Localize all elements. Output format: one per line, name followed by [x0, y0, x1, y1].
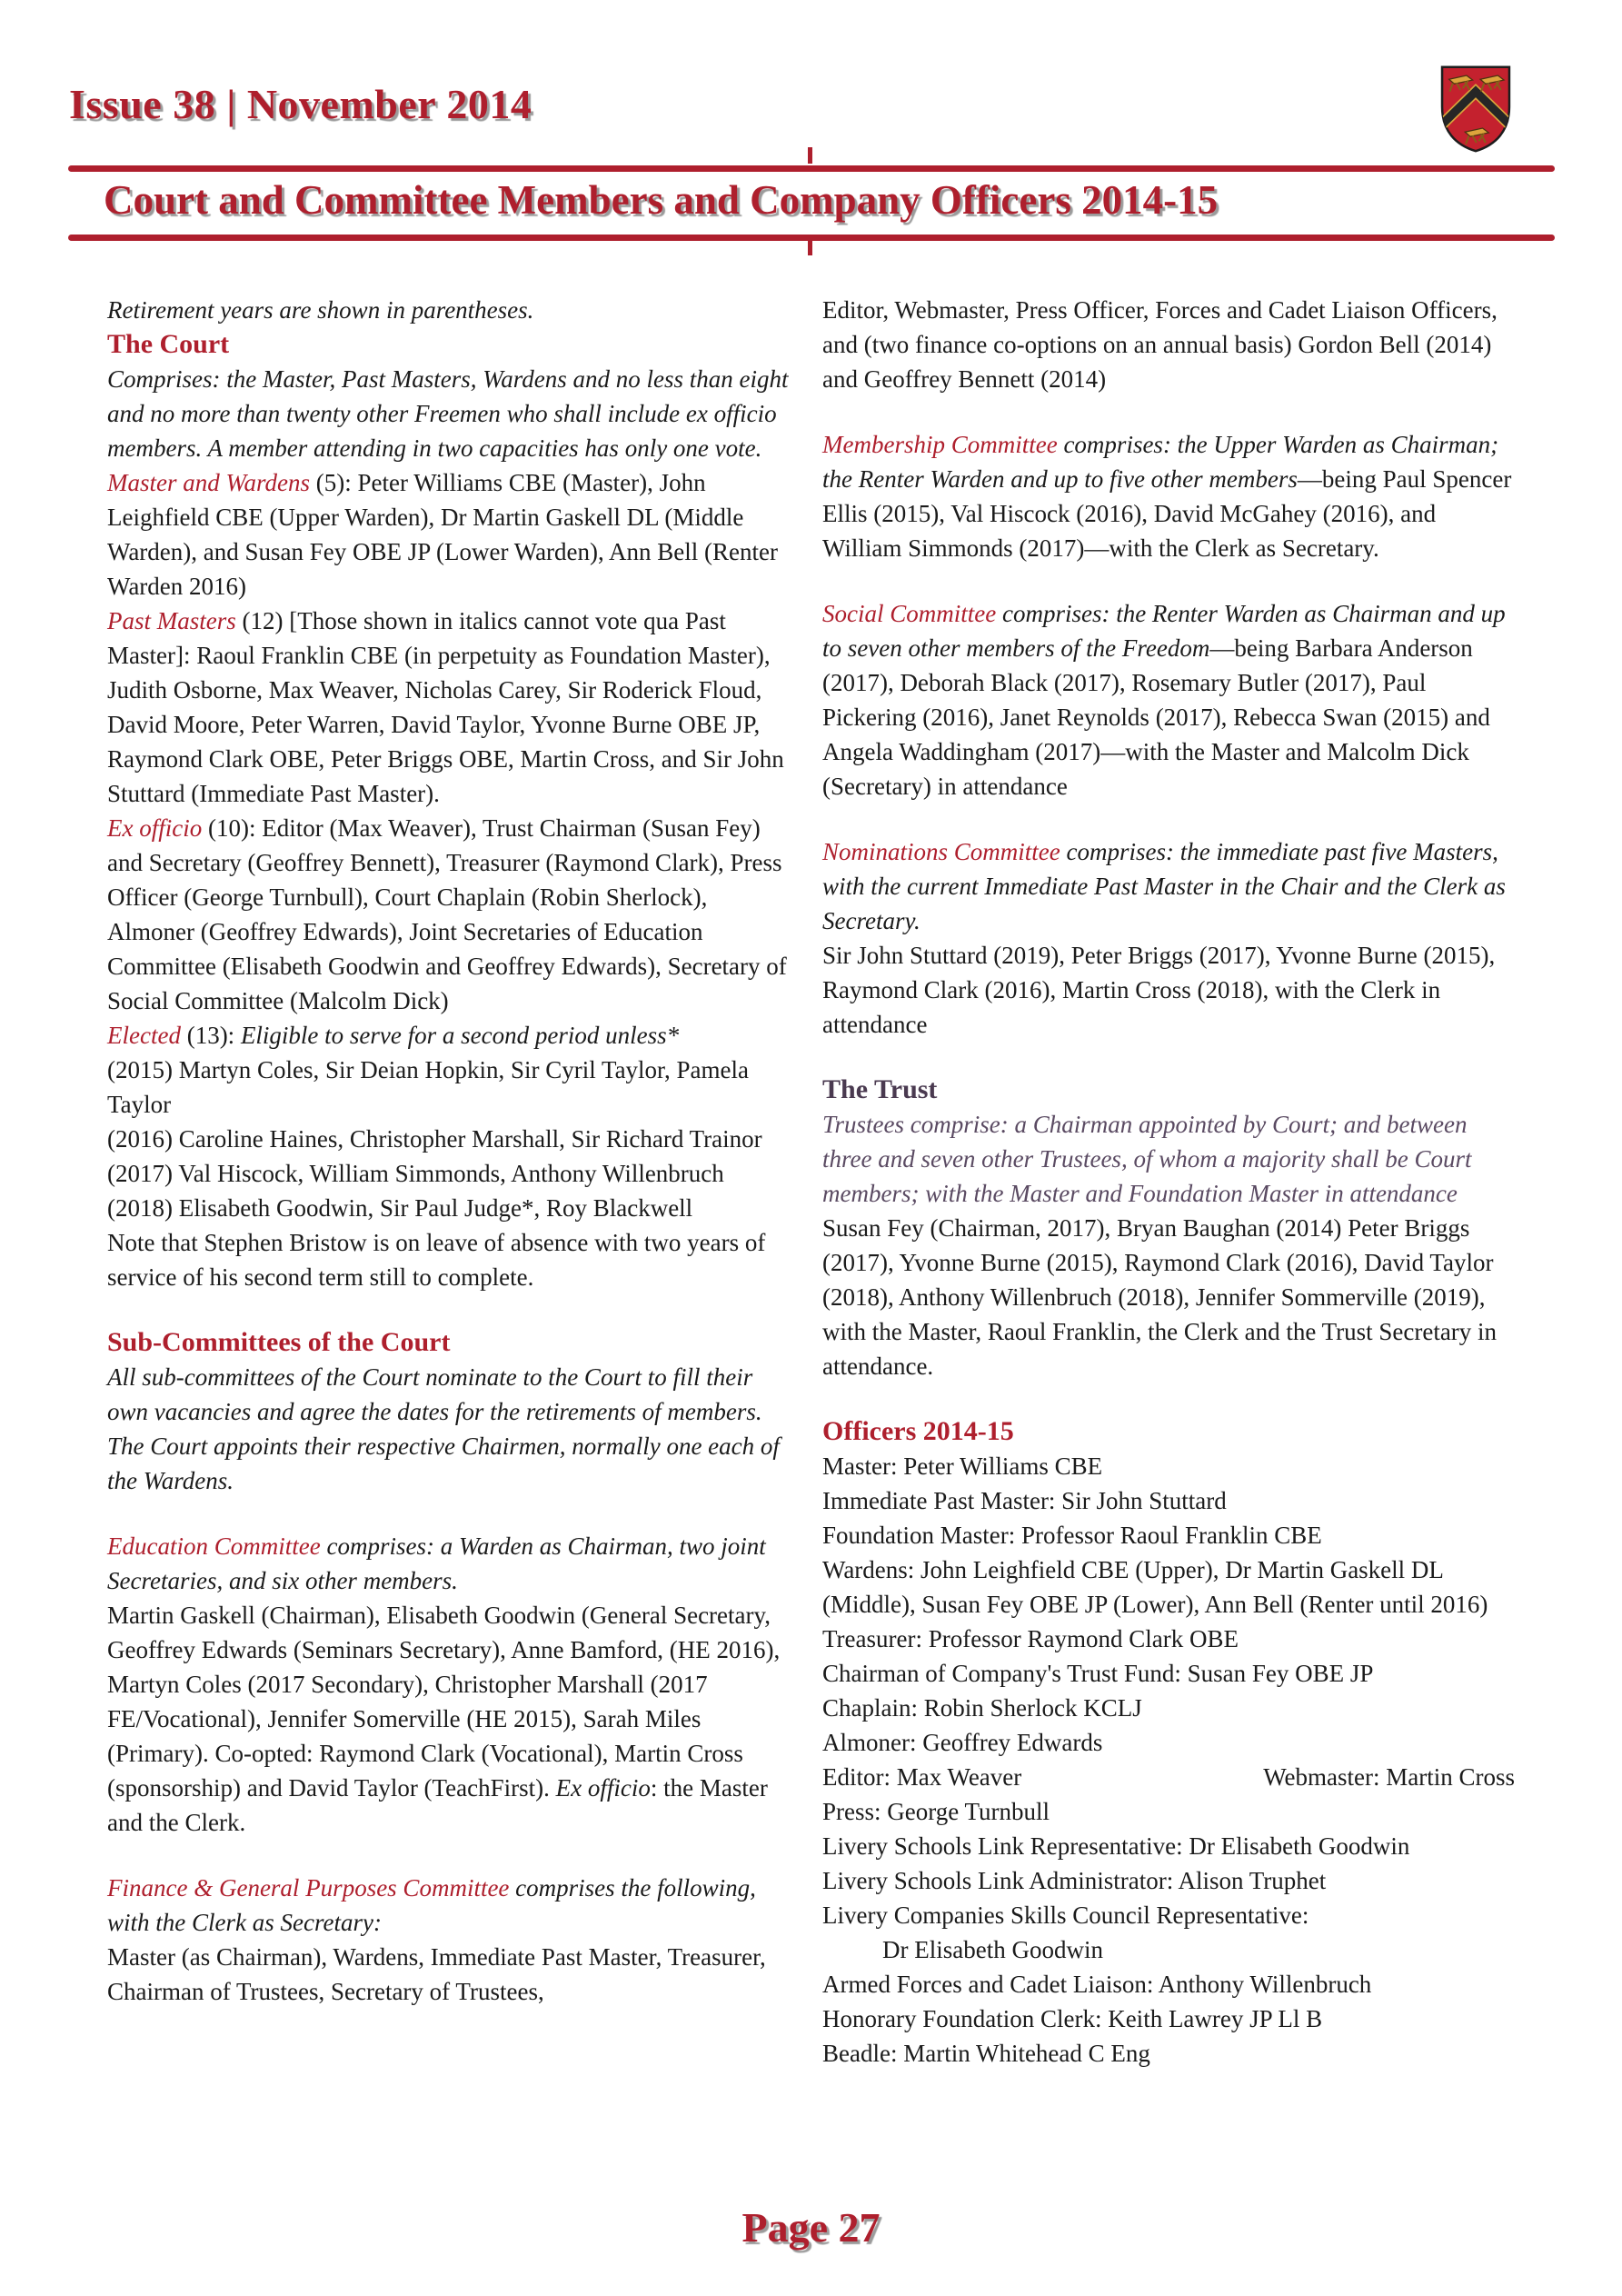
elected-year-line: (2015) Martyn Coles, Sir Deian Hopkin, Sir Cyril Taylor, Pamela Taylor — [107, 1056, 749, 1118]
page-title: Court and Committee Members and Company Officers 2014-15 — [104, 177, 1219, 223]
social-committee-intro: comprises: the Renter Warden as Chairman and up to seven other members of the Freedom — [822, 600, 1506, 662]
education-committee-paragraph — [107, 1529, 793, 1598]
trust-intro: Trustees comprise: a Chairman appointed by Court; and between three and seven other Trustees, of whom a majority shall be Court members; with the Master and Foundation Master in attendance — [822, 1111, 1472, 1207]
education-committee-label: Education Committee — [107, 1532, 321, 1560]
elected-note: Eligible to serve for a second period unless* — [240, 1022, 680, 1049]
education-committee-members — [107, 1598, 793, 1840]
education-committee-intro: comprises: a Warden as Chairman, two joint Secretaries, and six other members. — [107, 1532, 766, 1594]
section-gap — [822, 1383, 1515, 1414]
section-gap — [822, 396, 1515, 427]
master-wardens-paragraph — [107, 465, 793, 604]
left-column — [107, 293, 793, 2009]
trust-heading: The Trust — [822, 1074, 938, 1104]
social-committee-paragraph — [822, 596, 1515, 804]
finance-committee-intro: comprises the following, with the Clerk as Secretary: — [107, 1874, 756, 1936]
membership-committee-label: Membership Committee — [822, 431, 1058, 458]
elected-label: Elected — [107, 1022, 181, 1049]
past-masters-paragraph — [107, 604, 793, 811]
nominations-members-text: Sir John Stuttard (2019), Peter Briggs (2017), Yvonne Burne (2015), Raymond Clark (2016), Martin Cross (2018), with the Clerk in attendance — [822, 942, 1496, 1038]
past-masters-label: Past Masters — [107, 607, 236, 634]
membership-members-text: —being Paul Spencer Ellis (2015), Val Hiscock (2016), David McGahey (2016), and William Simmonds (2017)—with the Clerk as Secretary. — [822, 465, 1512, 562]
nominations-committee-label: Nominations Committee — [822, 838, 1060, 865]
section-gap — [107, 1840, 793, 1871]
ex-officio-label: Ex officio — [107, 814, 203, 842]
officer-line-editor-webmaster — [822, 1760, 1515, 1794]
membership-committee-paragraph — [822, 427, 1515, 565]
company-crest-icon — [1438, 64, 1514, 155]
officers-heading: Officers 2014-15 — [822, 1416, 1014, 1446]
social-members-text: —being Barbara Anderson (2017), Deborah Black (2017), Rosemary Butler (2017), Paul Pickering (2016), Janet Reynolds (2017), Rebecca Swan (2015) and Angela Waddingham (2017)—with the Master and Malcolm Dick (Secretary) in attendance — [822, 634, 1490, 800]
center-tick-top — [808, 147, 812, 164]
ex-officio-text: (10): Editor (Max Weaver), Trust Chairman (Susan Fey) and Secretary (Geoffrey Bennett), Treasurer (Raymond Clark), Press Officer (George Turnbull), Court Chaplain (Robin Sherlock), Almoner (Geoffrey Edwards), Joint Secretaries of Education Committee (Elisabeth Goodwin and Geoffrey Edwards), Secretary of Social Committee (Malcolm Dick) — [107, 814, 787, 1014]
issue-line: Issue 38 | November 2014 — [69, 81, 532, 127]
page-number: Page 27 — [741, 2204, 881, 2251]
officer-line-almoner: Almoner: Geoffrey Edwards — [822, 1729, 1103, 1756]
officer-line-press: Press: George Turnbull — [822, 1798, 1050, 1825]
section-gap — [107, 1498, 793, 1529]
officer-line-lsl-administrator: Livery Schools Link Administrator: Alison Truphet — [822, 1867, 1327, 1894]
officer-line-master: Master: Peter Williams CBE — [822, 1452, 1103, 1480]
elected-paragraph — [107, 1018, 793, 1053]
past-masters-text: (12) [Those shown in italics cannot vote qua Past Master]: Raoul Franklin CBE (in perpetuity as Foundation Master), Judith Osborne, Max Weaver, Nicholas Carey, Sir Roderick Floud, David Moore, Peter Warren, David Taylor, Yvonne Burne OBE JP, Raymond Clark OBE, Peter Briggs OBE, Martin Cross, and Sir John Stuttard (Immediate Past Master). — [107, 607, 784, 807]
finance-committee-paragraph — [107, 1871, 793, 1940]
officer-line-lsl-representative: Livery Schools Link Representative: Dr Elisabeth Goodwin — [822, 1832, 1410, 1860]
subcommittees-heading: Sub-Committees of the Court — [107, 1327, 451, 1357]
retirement-note: Retirement years are shown in parentheses. — [107, 296, 534, 324]
officer-line-immediate-past-master: Immediate Past Master: Sir John Stuttard — [822, 1487, 1227, 1514]
officer-line-wardens: Wardens: John Leighfield CBE (Upper), Dr Martin Gaskell DL (Middle), Susan Fey OBE JP (Lower), Ann Bell (Renter until 2016) — [822, 1556, 1488, 1618]
officer-webmaster: Webmaster: Martin Cross — [1263, 1763, 1515, 1791]
subcommittees-intro: All sub-committees of the Court nominate to the Court to fill their own vacancies and agree the dates for the retirements of members. The Court appoints their respective Chairmen, normally one each of the Wardens. — [107, 1363, 780, 1494]
education-members-text: Martin Gaskell (Chairman), Elisabeth Goodwin (General Secretary, Geoffrey Edwards (Seminars Secretary), Anne Bamford, (HE 2016), Martyn Coles (2017 Secondary), Christopher Marshall (2017 FE/Vocational), Jennifer Somerville (HE 2015), Sarah Miles (Primary). Co-opted: Raymond Clark (Vocational), Martin Cross (sponsorship) and David Taylor (TeachFirst). — [107, 1602, 781, 1802]
elected-year-line: (2018) Elisabeth Goodwin, Sir Paul Judge*, Roy Blackwell — [107, 1194, 693, 1222]
officer-line-foundation-master: Foundation Master: Professor Raoul Franklin CBE — [822, 1522, 1322, 1549]
section-gap — [822, 565, 1515, 596]
social-committee-label: Social Committee — [822, 600, 997, 627]
master-wardens-text: (5): Peter Williams CBE (Master), John Leighfield CBE (Upper Warden), Dr Martin Gaskell DL (Middle Warden), and Susan Fey OBE JP (Lower Warden), Ann Bell (Renter Warden 2016) — [107, 469, 778, 600]
officer-line-trust-fund-chairman: Chairman of Company's Trust Fund: Susan Fey OBE JP — [822, 1660, 1374, 1687]
elected-year-line: (2016) Caroline Haines, Christopher Marshall, Sir Richard Trainor — [107, 1125, 762, 1153]
header-rule-top — [68, 165, 1555, 172]
ex-officio-paragraph — [107, 811, 793, 1018]
elected-count: (13): — [180, 1022, 241, 1049]
section-gap — [822, 804, 1515, 834]
officer-line-honorary-foundation-clerk: Honorary Foundation Clerk: Keith Lawrey JP Ll B — [822, 2005, 1323, 2032]
court-heading: The Court — [107, 329, 230, 359]
officer-line-skills-council-name: Dr Elisabeth Goodwin — [882, 1936, 1103, 1963]
nominations-committee-paragraph — [822, 834, 1515, 938]
section-gap — [107, 1294, 793, 1325]
master-wardens-label: Master and Wardens — [107, 469, 311, 496]
elected-absence-note: Note that Stephen Bristow is on leave of absence with two years of service of his second term still to complete. — [107, 1229, 766, 1291]
officer-line-beadle: Beadle: Martin Whitehead C Eng — [822, 2040, 1150, 2067]
finance-committee-members: Master (as Chairman), Wardens, Immediate Past Master, Treasurer, Chairman of Trustees, Secretary of Trustees, — [107, 1943, 766, 2005]
officer-editor: Editor: Max Weaver — [822, 1763, 1022, 1791]
nominations-committee-intro: comprises: the immediate past five Masters, with the current Immediate Past Master in the Chair and the Clerk as Secretary. — [822, 838, 1506, 934]
officer-line-chaplain: Chaplain: Robin Sherlock KCLJ — [822, 1694, 1142, 1722]
right-column — [822, 293, 1515, 2071]
section-gap — [822, 1042, 1515, 1073]
education-exofficio: Ex officio — [555, 1774, 651, 1802]
trust-members-text: Susan Fey (Chairman, 2017), Bryan Baughan (2014) Peter Briggs (2017), Yvonne Burne (2015), Raymond Clark (2016), David Taylor (2018), Anthony Willenbruch (2018), Jennifer Sommerville (2019), with the Master, Raoul Franklin, the Clerk and the Trust Secretary in attendance. — [822, 1214, 1498, 1380]
center-tick-bottom — [808, 239, 812, 255]
officer-line-skills-council: Livery Companies Skills Council Representative: — [822, 1902, 1309, 1929]
education-members-end: : the Master and the Clerk. — [107, 1774, 768, 1836]
officer-line-treasurer: Treasurer: Professor Raymond Clark OBE — [822, 1625, 1239, 1652]
membership-committee-intro: comprises: the Upper Warden as Chairman; the Renter Warden and up to five other members — [822, 431, 1499, 493]
court-comprises: Comprises: the Master, Past Masters, Wardens and no less than eight and no more than twenty other Freemen who shall include ex officio members. A member attending in two capacities has only one vote. — [107, 365, 789, 462]
finance-continuation: Editor, Webmaster, Press Officer, Forces and Cadet Liaison Officers, and (two finance co-options on an annual basis) Gordon Bell (2014) and Geoffrey Bennett (2014) — [822, 296, 1498, 393]
elected-year-line: (2017) Val Hiscock, William Simmonds, Anthony Willenbruch — [107, 1160, 724, 1187]
officer-line-armed-forces: Armed Forces and Cadet Liaison: Anthony Willenbruch — [822, 1971, 1372, 1998]
finance-committee-label: Finance & General Purposes Committee — [107, 1874, 510, 1902]
